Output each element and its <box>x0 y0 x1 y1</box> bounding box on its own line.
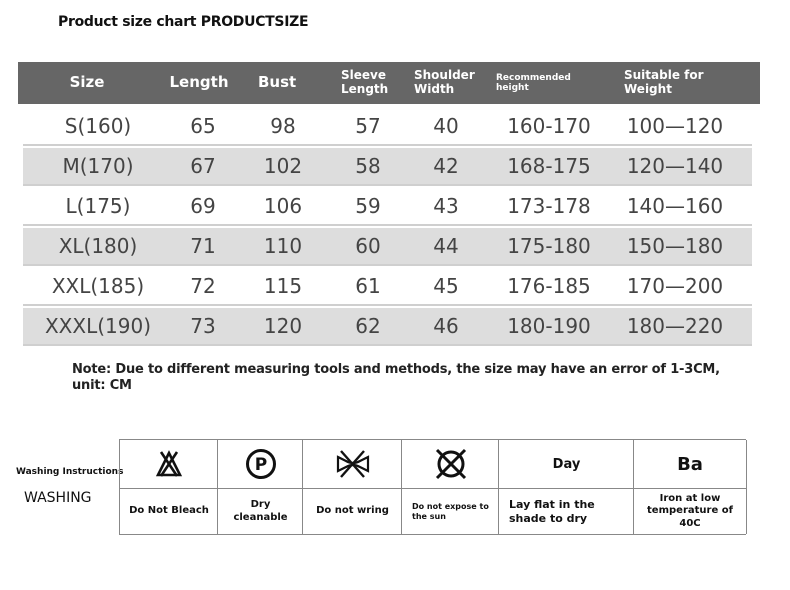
cell-shoulder: 44 <box>433 234 459 258</box>
cell-height: 176-185 <box>507 274 591 298</box>
table-row <box>23 108 752 146</box>
table-row <box>23 148 752 186</box>
care-item-iron-low <box>633 440 747 534</box>
care-text: Do not expose to the sun <box>412 501 489 521</box>
note-line-1: Note: Due to different measuring tools and methods, the size may have an error of 1-3CM, <box>72 362 720 377</box>
cell-length: 69 <box>190 194 216 218</box>
header-sleeve-length: Sleeve Length <box>341 68 389 96</box>
care-text: Dry cleanable <box>233 499 288 523</box>
care-item-lay-flat-shade <box>498 440 634 534</box>
measurement-note <box>72 362 722 393</box>
do-not-wring-icon <box>334 449 372 479</box>
size-table-header <box>18 62 760 104</box>
table-row <box>23 188 752 226</box>
washing-label: WASHING <box>24 490 92 506</box>
cell-shoulder: 46 <box>433 314 459 338</box>
header-bust: Bust <box>258 73 297 92</box>
svg-text:P: P <box>254 455 267 475</box>
cell-bust: 115 <box>263 274 303 298</box>
cell-size: S(160) <box>64 114 132 138</box>
header-length: Length <box>169 73 229 92</box>
cell-bust: 102 <box>263 154 303 178</box>
care-text: Do not wring <box>316 505 389 517</box>
cell-weight: 150—180 <box>626 234 724 258</box>
care-item-do-not-bleach <box>119 440 218 534</box>
table-row <box>23 308 752 346</box>
cell-weight: 120—140 <box>626 154 724 178</box>
cell-shoulder: 42 <box>433 154 459 178</box>
care-instructions-table <box>119 439 746 535</box>
note-line-2: unit: CM <box>72 377 132 393</box>
cell-shoulder: 45 <box>433 274 459 298</box>
cell-bust: 106 <box>263 194 303 218</box>
table-row <box>23 268 752 306</box>
day-text-icon: Day <box>552 456 581 472</box>
do-not-expose-sun-icon <box>433 446 469 482</box>
cell-height: 175-180 <box>507 234 591 258</box>
cell-size: XXL(185) <box>51 274 145 298</box>
header-suitable-weight: Suitable for Weight <box>624 68 704 96</box>
care-item-do-not-expose-sun <box>401 440 499 534</box>
cell-sleeve: 57 <box>355 114 381 138</box>
cell-size: L(175) <box>65 194 131 218</box>
cell-length: 67 <box>190 154 216 178</box>
ba-text-icon: Ba <box>677 453 703 475</box>
cell-sleeve: 58 <box>355 154 381 178</box>
cell-length: 73 <box>190 314 216 338</box>
cell-height: 168-175 <box>507 154 591 178</box>
cell-height: 160-170 <box>507 114 591 138</box>
cell-sleeve: 62 <box>355 314 381 338</box>
cell-sleeve: 59 <box>355 194 381 218</box>
cell-size: M(170) <box>62 154 134 178</box>
cell-length: 72 <box>190 274 216 298</box>
cell-bust: 110 <box>263 234 303 258</box>
cell-length: 71 <box>190 234 216 258</box>
cell-shoulder: 43 <box>433 194 459 218</box>
cell-bust: 98 <box>270 114 296 138</box>
care-text: Iron at low temperature of 40C <box>647 492 733 529</box>
cell-shoulder: 40 <box>433 114 459 138</box>
cell-weight: 170—200 <box>626 274 724 298</box>
care-text: Lay flat in the shade to dry <box>509 497 595 525</box>
cell-height: 173-178 <box>507 194 591 218</box>
care-item-do-not-wring <box>302 440 402 534</box>
header-size: Size <box>69 73 105 92</box>
dry-clean-p-icon <box>244 447 278 481</box>
cell-height: 180-190 <box>507 314 591 338</box>
care-text: Do Not Bleach <box>129 505 209 517</box>
cell-sleeve: 60 <box>355 234 381 258</box>
care-item-dry-cleanable <box>217 440 303 534</box>
do-not-bleach-icon <box>154 449 184 479</box>
cell-weight: 140—160 <box>626 194 724 218</box>
page-title: Product size chart PRODUCTSIZE <box>58 14 309 30</box>
cell-sleeve: 61 <box>355 274 381 298</box>
washing-instructions-label: Washing Instructions <box>16 467 124 477</box>
header-shoulder-width: Shoulder Width <box>414 68 475 96</box>
cell-size: XXXL(190) <box>44 314 152 338</box>
table-row <box>23 228 752 266</box>
header-recommended-height: Recommended height <box>496 72 571 93</box>
cell-bust: 120 <box>263 314 303 338</box>
cell-weight: 100—120 <box>626 114 724 138</box>
cell-size: XL(180) <box>58 234 138 258</box>
cell-length: 65 <box>190 114 216 138</box>
cell-weight: 180—220 <box>626 314 724 338</box>
